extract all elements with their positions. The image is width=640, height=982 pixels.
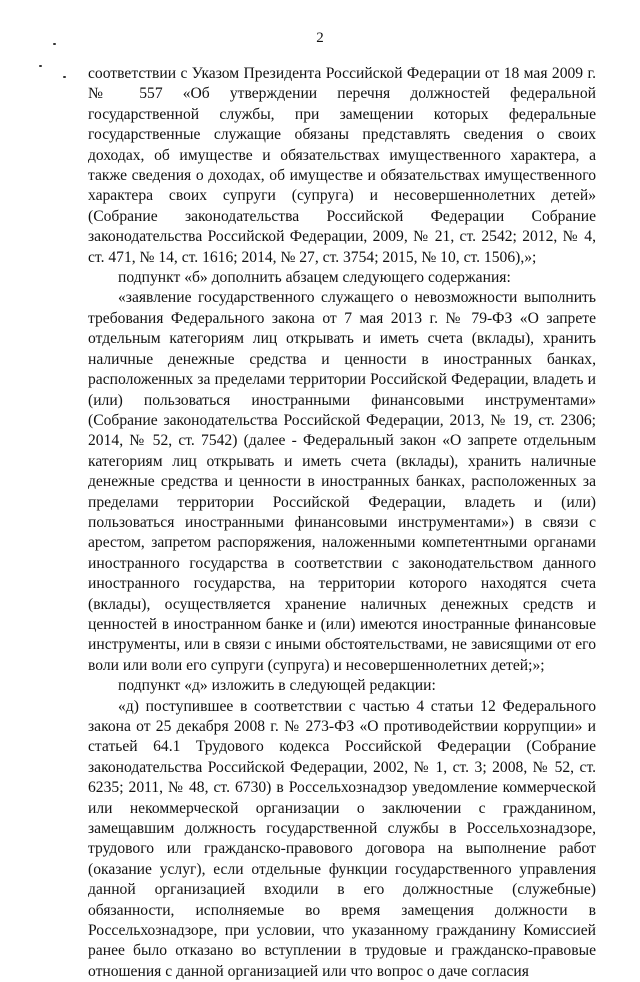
paragraph-subpoint-d: подпункт «д» изложить в следующей редакции: xyxy=(118,677,436,695)
scan-speck xyxy=(53,43,56,45)
paragraph-item-d: «д) поступившее в соответствии с частью 4 статьи 12 Федерального закона от 25 декабря 2008 г. № 273-ФЗ «О противодействии коррупции» и статьей 64.1 Трудового кодекса Российской Федерации (Собрание законодательства Российской Федерации, 2002, № 1, ст. 3; 2008, № 52, ст. 6235; 2011, № 48, ст. 6730) в Россельхознадзор уведомление коммерческой или некоммерческой организации о заключении с гражданином, замещавшим должность государственной службы в Россельхознадзоре, трудового или гражданско-правового договора на выполнение работ (оказание услуг), если отдельные функции государственного управления данной организацией входили в его должностные (служебные) обязанности, исполняемые во время замещения должности в Россельхознадзоре, при условии, что указанному гражданину Комиссией ранее было отказано во вступлении в трудовые и гражданско-правовые отношения с данной организацией или что вопрос о даче согласия xyxy=(88,697,596,980)
scan-speck xyxy=(39,65,42,67)
page-number: 2 xyxy=(316,30,324,46)
document-body xyxy=(88,64,596,982)
scan-speck xyxy=(63,76,66,78)
paragraph-continuation: соответствии с Указом Президента Российской Федерации от 18 мая 2009 г. № 557 «Об утверждении перечня должностей федеральной государственной службы, при замещении которых федеральные государственные служащие обязаны представлять сведения о своих доходах, об имуществе и обязательствах имущественного характера, а также сведения о доходах, об имуществе и обязательствах имущественного характера своих супруги (супруга) и несовершеннолетних детей» (Собрание законодательства Российской Федерации Собрание законодательства Российской Федерации, 2009, № 21, ст. 2542; 2012, № 4, ст. 471, № 14, ст. 1616; 2014, № 27, ст. 3754; 2015, № 10, ст. 1506),»; xyxy=(88,65,596,266)
paragraph-statement: «заявление государственного служащего о невозможности выполнить требования Федерального закона от 7 мая 2013 г. № 79-ФЗ «О запрете отдельным категориям лиц открывать и иметь счета (вклады), хранить наличные денежные средства и ценности в иностранных банках, расположенных за пределами территории Российской Федерации, владеть и (или) пользоваться иностранными финансовыми инструментами» (Собрание законодательства Российской Федерации, 2013, № 19, ст. 2306; 2014, № 52, ст. 7542) (далее - Федеральный закон «О запрете отдельным категориям лиц открывать и иметь счета (вклады), хранить наличные денежные средства и ценности в иностранных банках, расположенных за пределами территории Российской Федерации, владеть и (или) пользоваться иностранными финансовыми инструментами») в связи с арестом, запретом распоряжения, наложенными компетентными органами иностранного государства в соответствии с законодательством данного иностранного государства, на территории которого находятся счета (вклады), осуществляется хранение наличных денежных средств и ценностей в иностранном банке и (или) имеются иностранные финансовые инструменты, или в связи с иными обстоятельствами, не зависящими от его воли или воли его супруги (супруга) и несовершеннолетних детей;»; xyxy=(88,289,596,674)
paragraph-subpoint-b: подпункт «б» дополнить абзацем следующего содержания: xyxy=(118,269,511,287)
